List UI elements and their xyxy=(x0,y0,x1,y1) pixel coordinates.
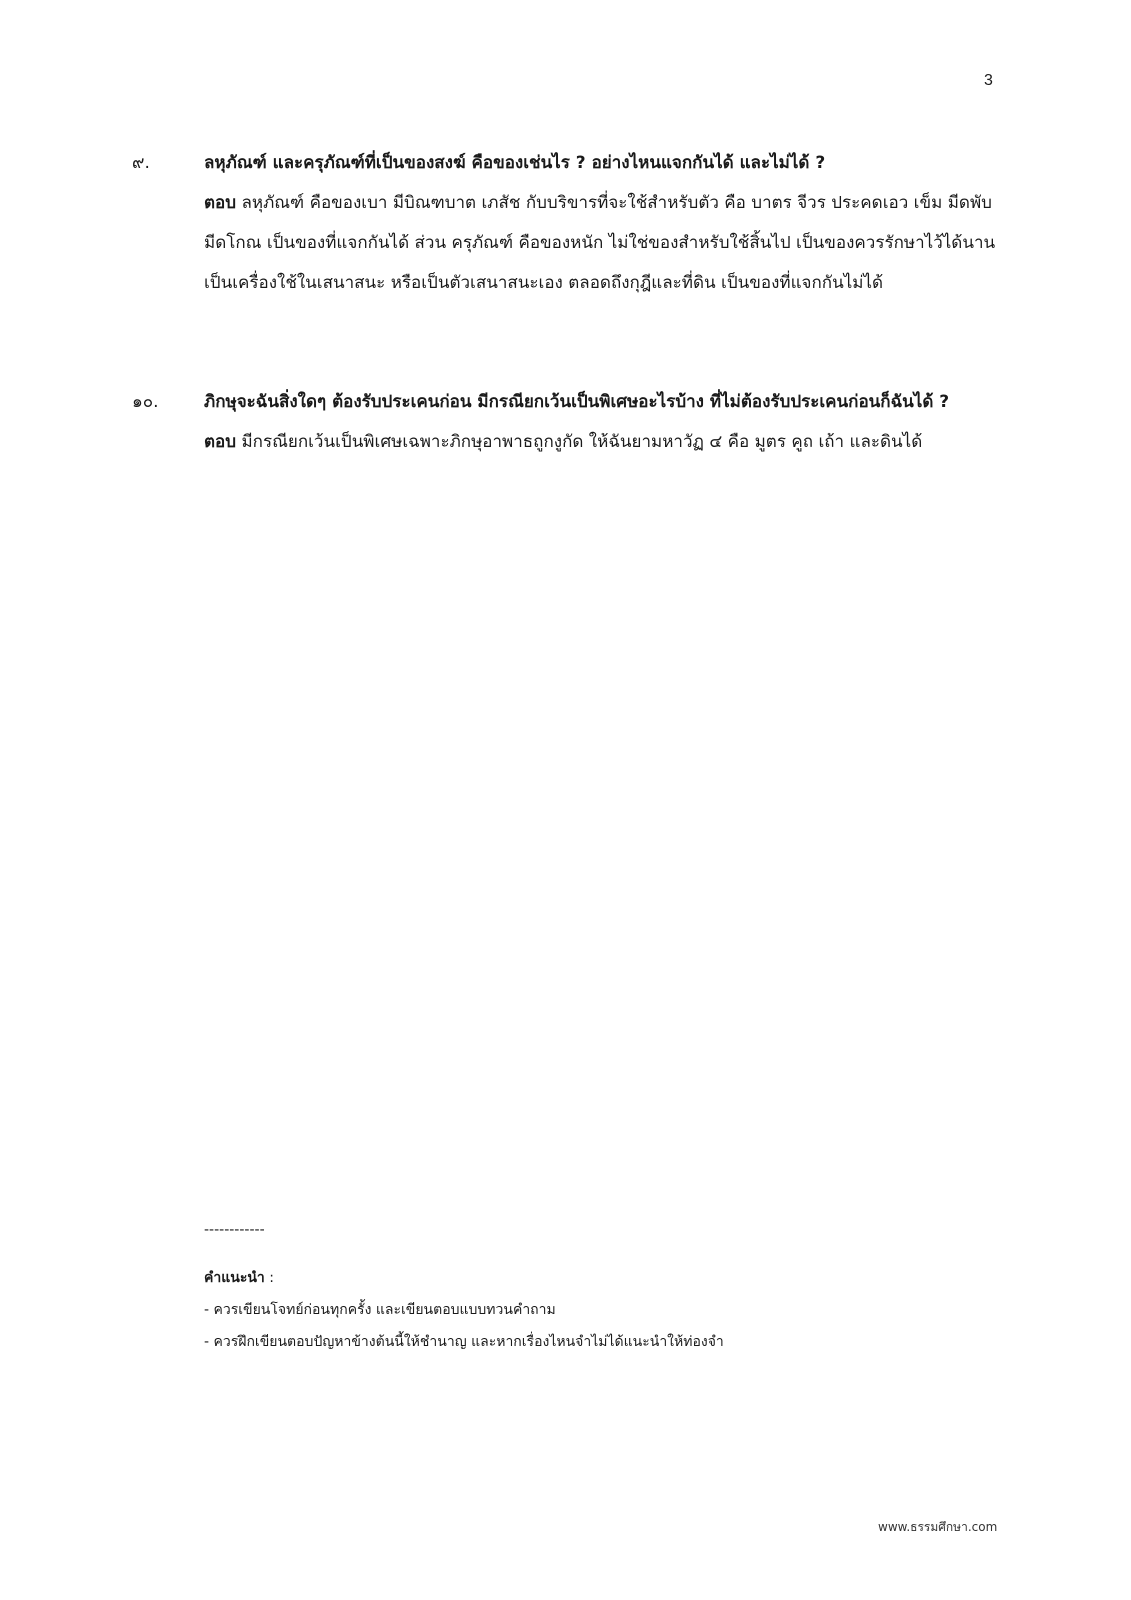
notes-item: - ควรเขียนโจทย์ก่อนทุกครั้ง และเขียนตอบแบบทวนคำถาม xyxy=(204,1302,556,1318)
question-block-10 xyxy=(132,382,1002,462)
answer-paragraph xyxy=(204,422,1002,462)
notes-item: - ควรฝึกเขียนตอบปัญหาข้างต้นนี้ให้ชำนาญ และหากเรื่องไหนจำไม่ได้แนะนำให้ท่องจำ xyxy=(204,1334,724,1350)
answer-text: ลหุภัณฑ์ คือของเบา มีบิณฑบาต เภสัช กับบริขารที่จะใช้สำหรับตัว คือ บาตร จีวร ประคดเอว เข็ม มีดพับ มีดโกณ เป็นของที่แจกกันได้ ส่วน ครุภัณฑ์ คือของหนัก ไม่ใช่ของสำหรับใช้สิ้นไป เป็นของควรรักษาไว้ได้นาน เป็นเครื่องใช้ในเสนาสนะ หรือเป็นตัวเสนาสนะเอง ตลอดถึงกุฎีและที่ดิน เป็นของที่แจกกันไม่ได้ xyxy=(204,193,996,293)
question-block-9 xyxy=(132,143,1002,303)
question-text: ภิกษุจะฉันสิ่งใดๆ ต้องรับประเคนก่อน มีกรณียกเว้นเป็นพิเศษอะไรบ้าง ที่ไม่ต้องรับประเคนก่อนก็ฉันได้ ? xyxy=(204,392,950,412)
notes-title: คำแนะนำ xyxy=(204,1270,265,1286)
footer-website: www.ธรรมศึกษา.com xyxy=(878,1520,998,1534)
question-number: ๙. xyxy=(132,153,150,173)
footnote-divider: ------------ xyxy=(204,1222,265,1238)
answer-label: ตอบ xyxy=(204,193,237,213)
question-text: ลหุภัณฑ์ และครุภัณฑ์ที่เป็นของสงฆ์ คือของเช่นไร ? อย่างไหนแจกกันได้ และไม่ได้ ? xyxy=(204,153,826,173)
answer-text: มีกรณียกเว้นเป็นพิเศษเฉพาะภิกษุอาพาธถูกงูกัด ให้ฉันยามหาวัฏ ๔ คือ มูตร คูถ เถ้า และดินได้ xyxy=(241,432,923,452)
question-row xyxy=(132,143,1002,183)
answer-label: ตอบ xyxy=(204,432,237,452)
question-row xyxy=(132,382,1002,422)
notes-title-colon: : xyxy=(264,1270,274,1286)
answer-paragraph xyxy=(204,183,1002,303)
page-number: 3 xyxy=(984,72,993,89)
notes-heading xyxy=(204,1262,724,1294)
question-number: ๑๐. xyxy=(132,392,159,412)
advice-notes xyxy=(204,1262,724,1358)
